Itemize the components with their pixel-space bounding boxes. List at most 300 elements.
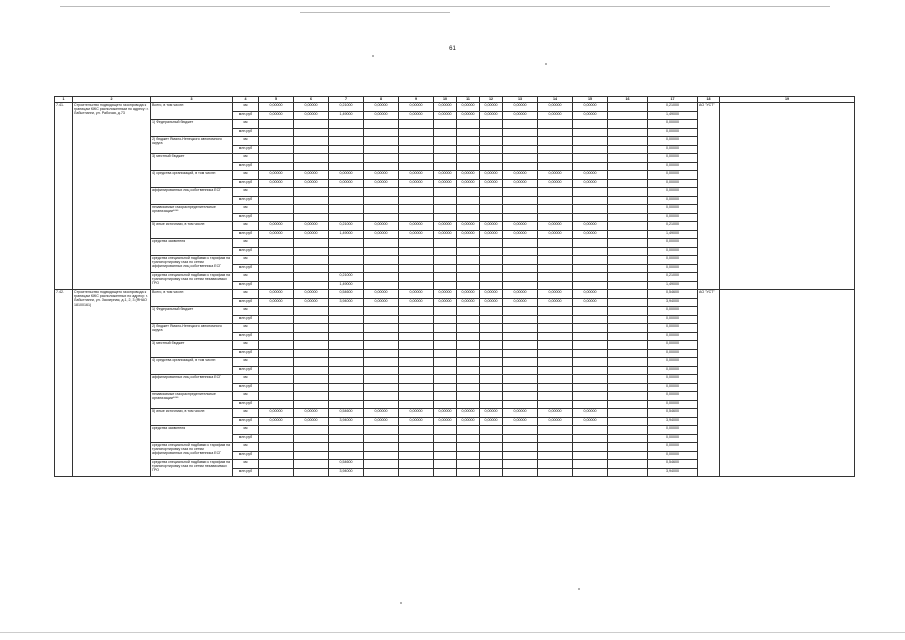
value-cell <box>480 341 503 350</box>
value-cell: 0,00000 <box>294 230 329 239</box>
total-cell: 0,00000 <box>648 154 698 163</box>
value-cell: 0,00000 <box>259 298 294 307</box>
empty-cell <box>608 307 648 316</box>
value-cell <box>259 315 294 324</box>
funding-source: средства специальной надбавки к тарифам на транспортировку газа по сетям независимых ГРО <box>151 460 233 477</box>
column-number: 4 <box>233 97 259 103</box>
value-cell <box>259 426 294 435</box>
value-cell <box>434 137 457 146</box>
value-cell: 0,00000 <box>538 111 573 120</box>
value-cell <box>457 443 480 452</box>
value-cell <box>399 375 434 384</box>
value-cell <box>457 375 480 384</box>
unit-cell: км <box>233 154 259 163</box>
value-cell <box>538 162 573 171</box>
value-cell <box>364 375 399 384</box>
value-cell <box>573 120 608 129</box>
value-cell <box>573 264 608 273</box>
value-cell <box>538 400 573 409</box>
value-cell <box>573 392 608 401</box>
value-cell <box>480 120 503 129</box>
value-cell: 0,00000 <box>399 409 434 418</box>
empty-cell <box>608 443 648 452</box>
value-cell <box>538 332 573 341</box>
value-cell <box>434 341 457 350</box>
value-cell <box>259 281 294 290</box>
value-cell: 0,00000 <box>457 230 480 239</box>
funding-source: 2) бюджет Ямало-Ненецкого автономного округа <box>151 137 233 154</box>
unit-cell: км <box>233 239 259 248</box>
scan-artifact-dot <box>545 63 547 65</box>
value-cell <box>399 145 434 154</box>
total-cell: 3,94000 <box>648 468 698 477</box>
value-cell <box>503 315 538 324</box>
value-cell <box>434 128 457 137</box>
value-cell <box>259 247 294 256</box>
unit-cell: км <box>233 137 259 146</box>
value-cell: 0,00000 <box>538 298 573 307</box>
value-cell: 0,00000 <box>573 179 608 188</box>
unit-cell: км <box>233 324 259 333</box>
value-cell <box>434 188 457 197</box>
value-cell <box>480 383 503 392</box>
value-cell: 0,00000 <box>399 298 434 307</box>
value-cell <box>434 460 457 469</box>
unit-cell: км <box>233 273 259 282</box>
empty-cell <box>608 196 648 205</box>
value-cell <box>294 358 329 367</box>
value-cell: 0,00000 <box>434 290 457 299</box>
value-cell: 3,94000 <box>329 417 364 426</box>
funding-source: Всего, в том числе: <box>151 103 233 120</box>
value-cell: 0,00000 <box>294 179 329 188</box>
value-cell: 0,00000 <box>259 179 294 188</box>
value-cell <box>480 375 503 384</box>
value-cell <box>573 273 608 282</box>
value-cell: 0,00000 <box>480 230 503 239</box>
value-cell <box>329 341 364 350</box>
value-cell <box>259 400 294 409</box>
column-number: 19 <box>720 97 855 103</box>
empty-cell <box>608 230 648 239</box>
value-cell <box>434 434 457 443</box>
total-cell: 0,00000 <box>648 264 698 273</box>
unit-cell: млн.руб <box>233 179 259 188</box>
value-cell: 0,00000 <box>434 298 457 307</box>
value-cell: 0,54600 <box>329 409 364 418</box>
value-cell <box>364 307 399 316</box>
value-cell <box>480 451 503 460</box>
value-cell <box>503 324 538 333</box>
total-cell: 0,00000 <box>648 375 698 384</box>
value-cell <box>329 366 364 375</box>
value-cell <box>573 137 608 146</box>
column-number: 12 <box>480 97 503 103</box>
value-cell: 0,00000 <box>503 409 538 418</box>
value-cell <box>329 137 364 146</box>
page-number: 61 <box>449 46 456 52</box>
value-cell: 0,00000 <box>573 171 608 180</box>
value-cell: 0,00000 <box>480 290 503 299</box>
value-cell <box>480 468 503 477</box>
unit-cell: млн.руб <box>233 349 259 358</box>
value-cell <box>434 145 457 154</box>
value-cell <box>457 468 480 477</box>
value-cell <box>259 468 294 477</box>
unit-cell: млн.руб <box>233 145 259 154</box>
value-cell <box>259 137 294 146</box>
value-cell: 0,00000 <box>480 179 503 188</box>
value-cell <box>259 366 294 375</box>
empty-cell <box>608 375 648 384</box>
total-cell: 0,21000 <box>648 273 698 282</box>
empty-cell <box>608 341 648 350</box>
empty-cell <box>608 400 648 409</box>
value-cell <box>480 392 503 401</box>
value-cell <box>503 358 538 367</box>
empty-cell <box>608 349 648 358</box>
empty-cell <box>720 103 855 290</box>
unit-cell: км <box>233 409 259 418</box>
value-cell <box>259 188 294 197</box>
column-number: 1 <box>55 97 73 103</box>
value-cell <box>294 247 329 256</box>
total-cell: 0,00000 <box>648 451 698 460</box>
funding-source: 4) средства организаций, в том числе: <box>151 358 233 375</box>
value-cell <box>399 358 434 367</box>
total-cell: 0,00000 <box>648 443 698 452</box>
value-cell <box>480 349 503 358</box>
value-cell: 0,00000 <box>294 298 329 307</box>
value-cell <box>457 128 480 137</box>
empty-cell <box>608 239 648 248</box>
value-cell <box>457 273 480 282</box>
value-cell <box>457 341 480 350</box>
total-cell: 0,00000 <box>648 239 698 248</box>
value-cell <box>294 341 329 350</box>
value-cell: 0,00000 <box>259 230 294 239</box>
value-cell <box>538 468 573 477</box>
unit-cell: км <box>233 188 259 197</box>
value-cell: 0,00000 <box>503 290 538 299</box>
value-cell <box>503 468 538 477</box>
value-cell: 0,00000 <box>457 417 480 426</box>
value-cell: 0,00000 <box>434 171 457 180</box>
value-cell <box>294 137 329 146</box>
value-cell <box>457 188 480 197</box>
empty-cell <box>608 383 648 392</box>
empty-cell <box>608 366 648 375</box>
value-cell <box>434 154 457 163</box>
column-number: 8 <box>364 97 399 103</box>
empty-cell <box>608 247 648 256</box>
value-cell <box>294 468 329 477</box>
total-cell: 0,00000 <box>648 213 698 222</box>
value-cell <box>503 273 538 282</box>
value-cell: 0,00000 <box>480 298 503 307</box>
value-cell <box>457 426 480 435</box>
value-cell <box>538 188 573 197</box>
total-cell: 1,49000 <box>648 111 698 120</box>
value-cell: 0,00000 <box>503 103 538 112</box>
value-cell: 0,00000 <box>480 409 503 418</box>
value-cell: 0,00000 <box>434 103 457 112</box>
value-cell <box>364 392 399 401</box>
total-cell: 0,00000 <box>648 315 698 324</box>
total-cell: 0,00000 <box>648 145 698 154</box>
value-cell: 0,00000 <box>538 179 573 188</box>
value-cell <box>457 400 480 409</box>
value-cell: 3,94000 <box>329 298 364 307</box>
value-cell <box>434 332 457 341</box>
total-cell: 0,00000 <box>648 341 698 350</box>
total-cell: 0,00000 <box>648 137 698 146</box>
value-cell <box>399 264 434 273</box>
value-cell <box>329 196 364 205</box>
value-cell <box>503 443 538 452</box>
value-cell <box>434 468 457 477</box>
value-cell <box>399 324 434 333</box>
value-cell <box>399 154 434 163</box>
value-cell: 0,00000 <box>399 171 434 180</box>
value-cell <box>364 383 399 392</box>
value-cell <box>294 460 329 469</box>
value-cell <box>259 162 294 171</box>
value-cell <box>503 128 538 137</box>
value-cell <box>294 256 329 265</box>
value-cell <box>480 460 503 469</box>
value-cell <box>294 375 329 384</box>
value-cell <box>364 451 399 460</box>
funding-source: 3) местный бюджет <box>151 341 233 358</box>
total-cell: 0,54600 <box>648 409 698 418</box>
value-cell <box>434 383 457 392</box>
value-cell: 0,00000 <box>457 103 480 112</box>
value-cell: 0,00000 <box>573 290 608 299</box>
funding-source: аффилированных лиц собственника ЕСГ <box>151 375 233 392</box>
value-cell: 1,49000 <box>329 281 364 290</box>
value-cell: 0,00000 <box>259 103 294 112</box>
value-cell <box>573 239 608 248</box>
value-cell: 0,00000 <box>434 111 457 120</box>
value-cell <box>480 196 503 205</box>
total-cell: 0,00000 <box>648 434 698 443</box>
value-cell <box>538 315 573 324</box>
unit-cell: млн.руб <box>233 213 259 222</box>
value-cell <box>457 256 480 265</box>
total-cell: 0,00000 <box>648 247 698 256</box>
total-cell: 0,00000 <box>648 188 698 197</box>
value-cell: 0,00000 <box>503 179 538 188</box>
value-cell <box>294 315 329 324</box>
value-cell <box>259 145 294 154</box>
value-cell <box>259 392 294 401</box>
value-cell <box>480 247 503 256</box>
funding-source: средства специальной надбавки к тарифам на транспортировку газа по сетям независимых ГРО <box>151 273 233 290</box>
value-cell <box>329 145 364 154</box>
value-cell <box>364 145 399 154</box>
value-cell <box>480 239 503 248</box>
value-cell <box>399 451 434 460</box>
value-cell <box>434 307 457 316</box>
unit-cell: км <box>233 341 259 350</box>
value-cell <box>503 247 538 256</box>
unit-cell: км <box>233 460 259 469</box>
total-cell: 0,00000 <box>648 307 698 316</box>
value-cell <box>434 205 457 214</box>
value-cell <box>364 468 399 477</box>
value-cell <box>573 256 608 265</box>
value-cell: 1,49000 <box>329 111 364 120</box>
value-cell <box>399 468 434 477</box>
value-cell: 0,00000 <box>399 290 434 299</box>
total-cell: 3,94000 <box>648 417 698 426</box>
value-cell <box>399 307 434 316</box>
value-cell: 0,00000 <box>329 171 364 180</box>
value-cell: 0,00000 <box>399 111 434 120</box>
value-cell <box>457 120 480 129</box>
funding-source: 5) иные источники, в том числе: <box>151 222 233 239</box>
value-cell <box>434 213 457 222</box>
unit-cell: млн.руб <box>233 315 259 324</box>
funding-source: 4) средства организаций, в том числе: <box>151 171 233 188</box>
value-cell <box>457 162 480 171</box>
table-row <box>55 103 855 112</box>
value-cell <box>259 341 294 350</box>
empty-cell <box>608 451 648 460</box>
funding-source: средства специальной надбавки к тарифам на транспортировку газа по сетям аффилированных лиц собственника ЕСГ <box>151 443 233 460</box>
value-cell: 0,00000 <box>573 230 608 239</box>
empty-cell <box>608 128 648 137</box>
value-cell <box>294 205 329 214</box>
value-cell <box>259 443 294 452</box>
value-cell <box>503 426 538 435</box>
value-cell <box>503 213 538 222</box>
value-cell <box>294 332 329 341</box>
empty-cell <box>608 145 648 154</box>
value-cell <box>294 239 329 248</box>
value-cell: 0,00000 <box>457 222 480 231</box>
value-cell <box>259 358 294 367</box>
value-cell <box>399 341 434 350</box>
value-cell: 0,00000 <box>480 111 503 120</box>
value-cell <box>259 375 294 384</box>
funding-source: Всего, в том числе: <box>151 290 233 307</box>
value-cell <box>573 400 608 409</box>
value-cell <box>399 366 434 375</box>
value-cell <box>480 205 503 214</box>
value-cell <box>434 451 457 460</box>
empty-cell <box>608 188 648 197</box>
value-cell <box>329 264 364 273</box>
value-cell <box>434 196 457 205</box>
value-cell <box>294 188 329 197</box>
value-cell: 1,49000 <box>329 230 364 239</box>
value-cell <box>294 213 329 222</box>
value-cell: 0,00000 <box>259 171 294 180</box>
value-cell: 0,00000 <box>364 298 399 307</box>
value-cell <box>259 205 294 214</box>
unit-cell: км <box>233 375 259 384</box>
value-cell <box>434 264 457 273</box>
unit-cell: км <box>233 256 259 265</box>
total-cell: 0,00000 <box>648 426 698 435</box>
value-cell <box>259 120 294 129</box>
value-cell <box>434 120 457 129</box>
value-cell: 0,00000 <box>259 222 294 231</box>
value-cell <box>503 383 538 392</box>
value-cell <box>538 324 573 333</box>
value-cell <box>573 434 608 443</box>
total-cell: 0,00000 <box>648 349 698 358</box>
total-cell: 0,00000 <box>648 358 698 367</box>
empty-cell <box>608 111 648 120</box>
value-cell <box>329 205 364 214</box>
unit-cell: млн.руб <box>233 247 259 256</box>
value-cell: 0,00000 <box>573 103 608 112</box>
value-cell <box>399 460 434 469</box>
value-cell <box>480 281 503 290</box>
value-cell <box>294 392 329 401</box>
value-cell <box>573 196 608 205</box>
value-cell <box>573 468 608 477</box>
value-cell <box>399 349 434 358</box>
value-cell <box>294 443 329 452</box>
value-cell <box>457 137 480 146</box>
unit-cell: млн.руб <box>233 298 259 307</box>
value-cell <box>457 324 480 333</box>
value-cell <box>259 383 294 392</box>
value-cell <box>294 162 329 171</box>
value-cell <box>573 213 608 222</box>
value-cell: 0,00000 <box>538 171 573 180</box>
value-cell: 0,00000 <box>503 171 538 180</box>
value-cell: 0,00000 <box>434 230 457 239</box>
value-cell: 0,00000 <box>538 230 573 239</box>
value-cell <box>329 213 364 222</box>
value-cell <box>399 205 434 214</box>
unit-cell: млн.руб <box>233 196 259 205</box>
value-cell <box>434 281 457 290</box>
value-cell <box>538 145 573 154</box>
value-cell <box>480 332 503 341</box>
empty-cell <box>608 162 648 171</box>
value-cell: 0,00000 <box>329 179 364 188</box>
value-cell <box>538 451 573 460</box>
value-cell <box>480 307 503 316</box>
value-cell <box>538 366 573 375</box>
funding-source: 5) иные источники, в том числе: <box>151 409 233 426</box>
total-cell: 0,00000 <box>648 383 698 392</box>
column-number: 7 <box>329 97 364 103</box>
value-cell <box>457 196 480 205</box>
value-cell <box>573 375 608 384</box>
value-cell <box>399 315 434 324</box>
total-cell: 0,21000 <box>648 103 698 112</box>
value-cell: 0,21000 <box>329 222 364 231</box>
value-cell <box>364 426 399 435</box>
value-cell <box>503 341 538 350</box>
value-cell <box>364 324 399 333</box>
value-cell: 0,00000 <box>573 409 608 418</box>
unit-cell: млн.руб <box>233 400 259 409</box>
value-cell <box>538 443 573 452</box>
value-cell <box>538 460 573 469</box>
value-cell <box>329 358 364 367</box>
value-cell <box>294 128 329 137</box>
value-cell <box>364 315 399 324</box>
value-cell <box>480 273 503 282</box>
